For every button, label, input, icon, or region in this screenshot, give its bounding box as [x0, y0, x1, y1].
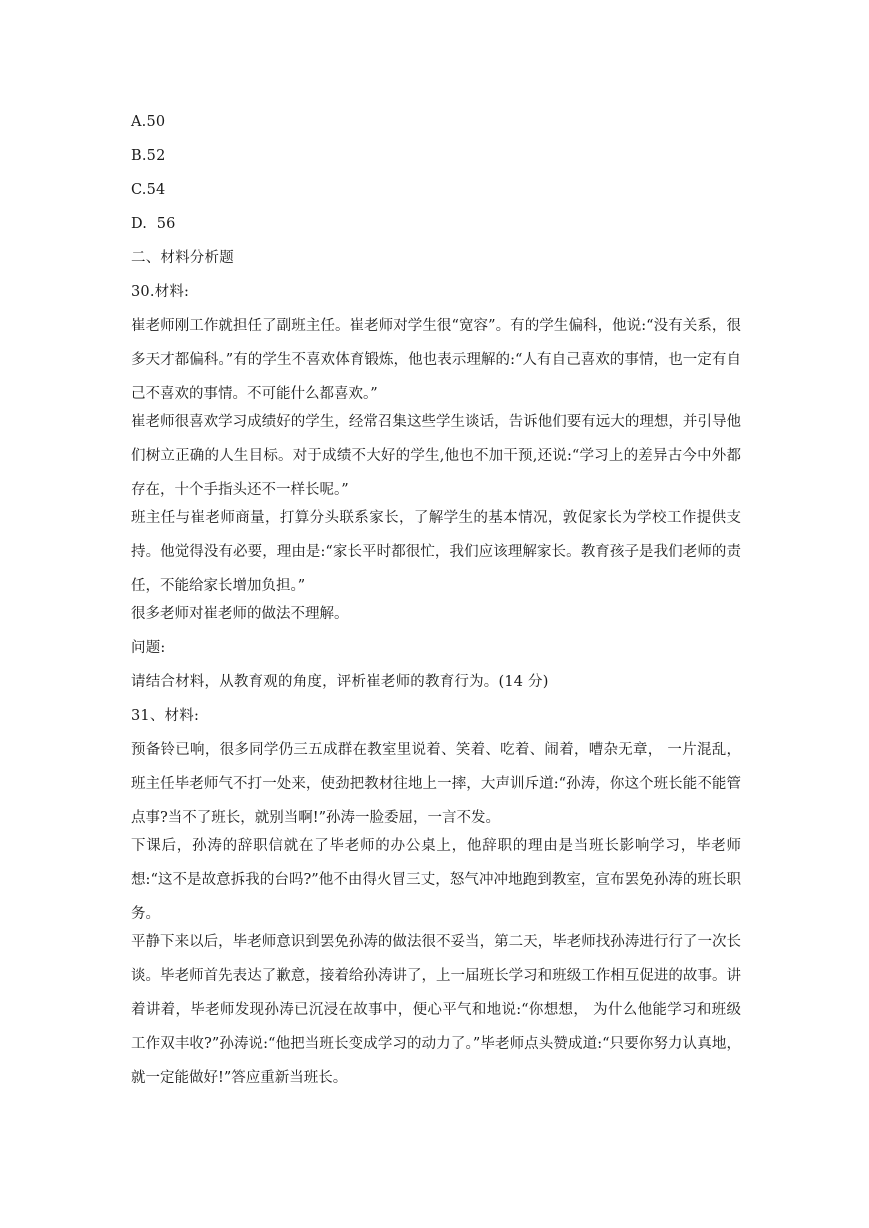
q30-paragraph-2: 崔老师很喜欢学习成绩好的学生，经常召集这些学生谈话，告诉他们要有远大的理想，并引导他们树立正确的人生目标。对于成绩不大好的学生,他也不加干预,还说:“学习上的差异古今中外都存在，十个手指头还不一样长呢。”	[131, 414, 741, 498]
q31-paragraph-2: 下课后，孙涛的辞职信就在了毕老师的办公桌上，他辞职的理由是当班长影响学习，毕老师想:“这不是故意拆我的台吗?”他不由得火冒三丈，怒气冲冲地跑到教室，宣布罢免孙涛的班长职务。	[131, 838, 741, 922]
option-c: C.54	[131, 182, 166, 198]
section-title: 二、材料分析题	[131, 250, 234, 266]
q31-paragraph-1: 预备铃已响，很多同学仍三五成群在教室里说着、笑着、吃着、闹着，嘈杂无章， 一片混乱，班主任毕老师气不打一处来，使劲把教材往地上一摔，大声训斥道:“孙涛，你这个班长能不能管点事?当不了班长，就别当啊!”孙涛一脸委屈，一言不发。	[131, 742, 741, 826]
q30-paragraph-3: 班主任与崔老师商量，打算分头联系家长，了解学生的基本情况，敦促家长为学校工作提供支持。他觉得没有必要，理由是:“家长平时都很忙，我们应该理解家长。教育孩子是我们老师的责任，不能给家长增加负担。”	[131, 510, 741, 594]
document-content	[131, 111, 741, 1095]
q31-label: 31、材料:	[131, 708, 200, 724]
option-a: A.50	[131, 114, 166, 130]
option-d: D. 56	[131, 216, 176, 232]
option-b: B.52	[131, 148, 166, 164]
q31-paragraph-3: 平静下来以后，毕老师意识到罢免孙涛的做法很不妥当，第二天，毕老师找孙涛进行行了一次长谈。毕老师首先表达了歉意，接着给孙涛讲了，上一届班长学习和班级工作相互促进的故事。讲着讲着，毕老师发现孙涛已沉浸在故事中，便心平气和地说:“你想想， 为什么他能学习和班级工作双丰收?”孙涛说:“他把当班长变成学习的动力了。”毕老师点头赞成道:“只要你努力认真地，就一定能做好!”答应重新当班长。	[131, 934, 741, 1086]
q30-paragraph-1: 崔老师刚工作就担任了副班主任。崔老师对学生很“宽容”。有的学生偏科，他说:“没有关系，很多天才都偏科。”有的学生不喜欢体育锻炼，他也表示理解的:“人有自己喜欢的事情，也一定有自己不喜欢的事情。不可能什么都喜欢。”	[131, 318, 741, 402]
q30-question-label: 问题:	[131, 640, 166, 656]
q30-paragraph-4: 很多老师对崔老师的做法不理解。	[131, 606, 349, 622]
q30-question: 请结合材料，从教育观的角度，评析崔老师的教育行为。(14 分)	[131, 674, 549, 690]
q30-label: 30.材料:	[131, 284, 190, 300]
